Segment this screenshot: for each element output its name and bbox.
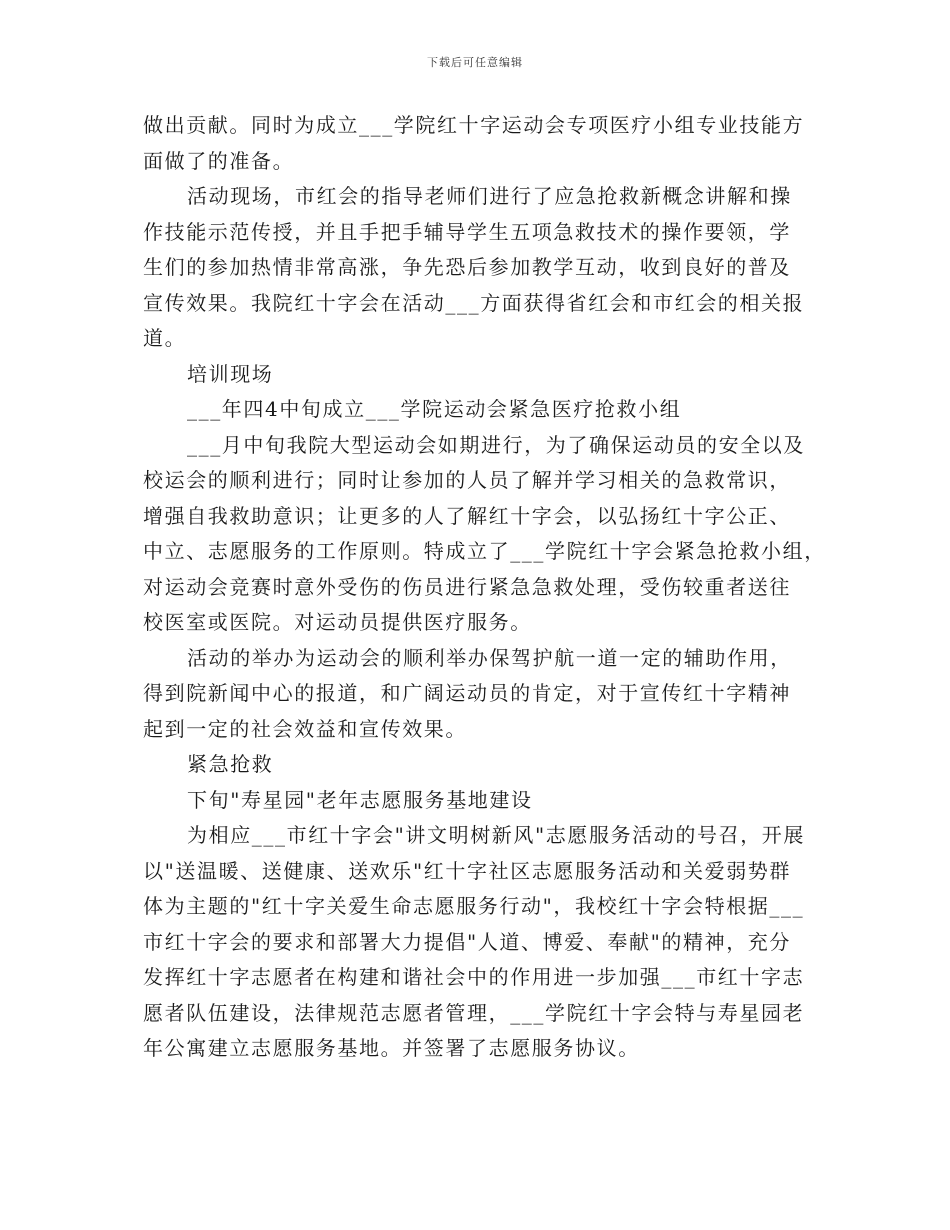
text-line: 面做了的准备。 — [143, 148, 295, 173]
page-header: 下载后可任意编辑 — [427, 56, 523, 69]
text-line: 增强自我救助意识；让更多的人了解红十字会，以弘扬红十字公正、 — [143, 503, 791, 528]
text-line: 发挥红十字志愿者在构建和谐社会中的作用进一步加强___市红十字志 — [143, 965, 805, 989]
text-line: 活动现场，市红会的指导老师们进行了应急抢救新概念讲解和操 — [187, 184, 792, 208]
section-heading: 培训现场 — [187, 361, 274, 386]
text-line: 活动的举办为运动会的顺利举办保驾护航一道一定的辅助作用， — [187, 645, 792, 670]
text-line: 年公寓建立志愿服务基地。并签署了志愿服务协议。 — [143, 1036, 640, 1060]
subsection-heading: 下旬"寿星园"老年志愿服务基地建设 — [187, 787, 533, 812]
text-line: 校医室或医院。对运动员提供医疗服务。 — [143, 610, 532, 634]
text-line: 对运动会竞赛时意外受伤的伤员进行紧急急救处理，受伤较重者送往 — [143, 574, 791, 599]
text-line: 校运会的顺利进行；同时让参加的人员了解并学习相关的急救常识， — [143, 468, 791, 492]
text-line: 中立、志愿服务的工作原则。特成立了___学院红十字会紧急抢救小组， — [143, 539, 826, 563]
text-line: 愿者队伍建设，法律规范志愿者管理，___学院红十字会特与寿星园老 — [143, 1000, 805, 1025]
text-line: 得到院新闻中心的报道，和广阔运动员的肯定，对于宣传红十字精神 — [143, 681, 791, 705]
text-line: 作技能示范传授，并且手把手辅导学生五项急救技术的操作要领，学 — [143, 219, 791, 244]
text-line: 以"送温暖、送健康、送欢乐"红十字社区志愿服务活动和关爱弱势群 — [143, 858, 791, 883]
text-line: 体为主题的"红十字关爱生命志愿服务行动"，我校红十字会特根据___ — [143, 894, 805, 918]
text-line: 生们的参加热情非常高涨，争先恐后参加教学互动，收到良好的普及 — [143, 255, 791, 279]
text-line: 为相应___市红十字会"讲文明树新风"志愿服务活动的号召，开展 — [187, 823, 805, 847]
subsection-heading: ___年四4中旬成立___学院运动会紧急医疗抢救小组 — [187, 397, 682, 421]
text-line: 市红十字会的要求和部署大力提倡"人道、博爱、奉献"的精神，充分 — [143, 929, 791, 954]
text-line: 做出贡献。同时为成立___学院红十字运动会专项医疗小组专业技能方 — [143, 113, 805, 137]
text-line: 宣传效果。我院红十字会在活动___方面获得省红会和市红会的相关报 — [143, 290, 805, 315]
text-line: 道。 — [143, 326, 187, 350]
section-heading: 紧急抢救 — [187, 752, 274, 776]
document-body — [143, 108, 826, 1067]
text-line: ___月中旬我院大型运动会如期进行，为了确保运动员的安全以及 — [187, 432, 805, 457]
text-line: 起到一定的社会效益和宣传效果。 — [143, 716, 467, 741]
